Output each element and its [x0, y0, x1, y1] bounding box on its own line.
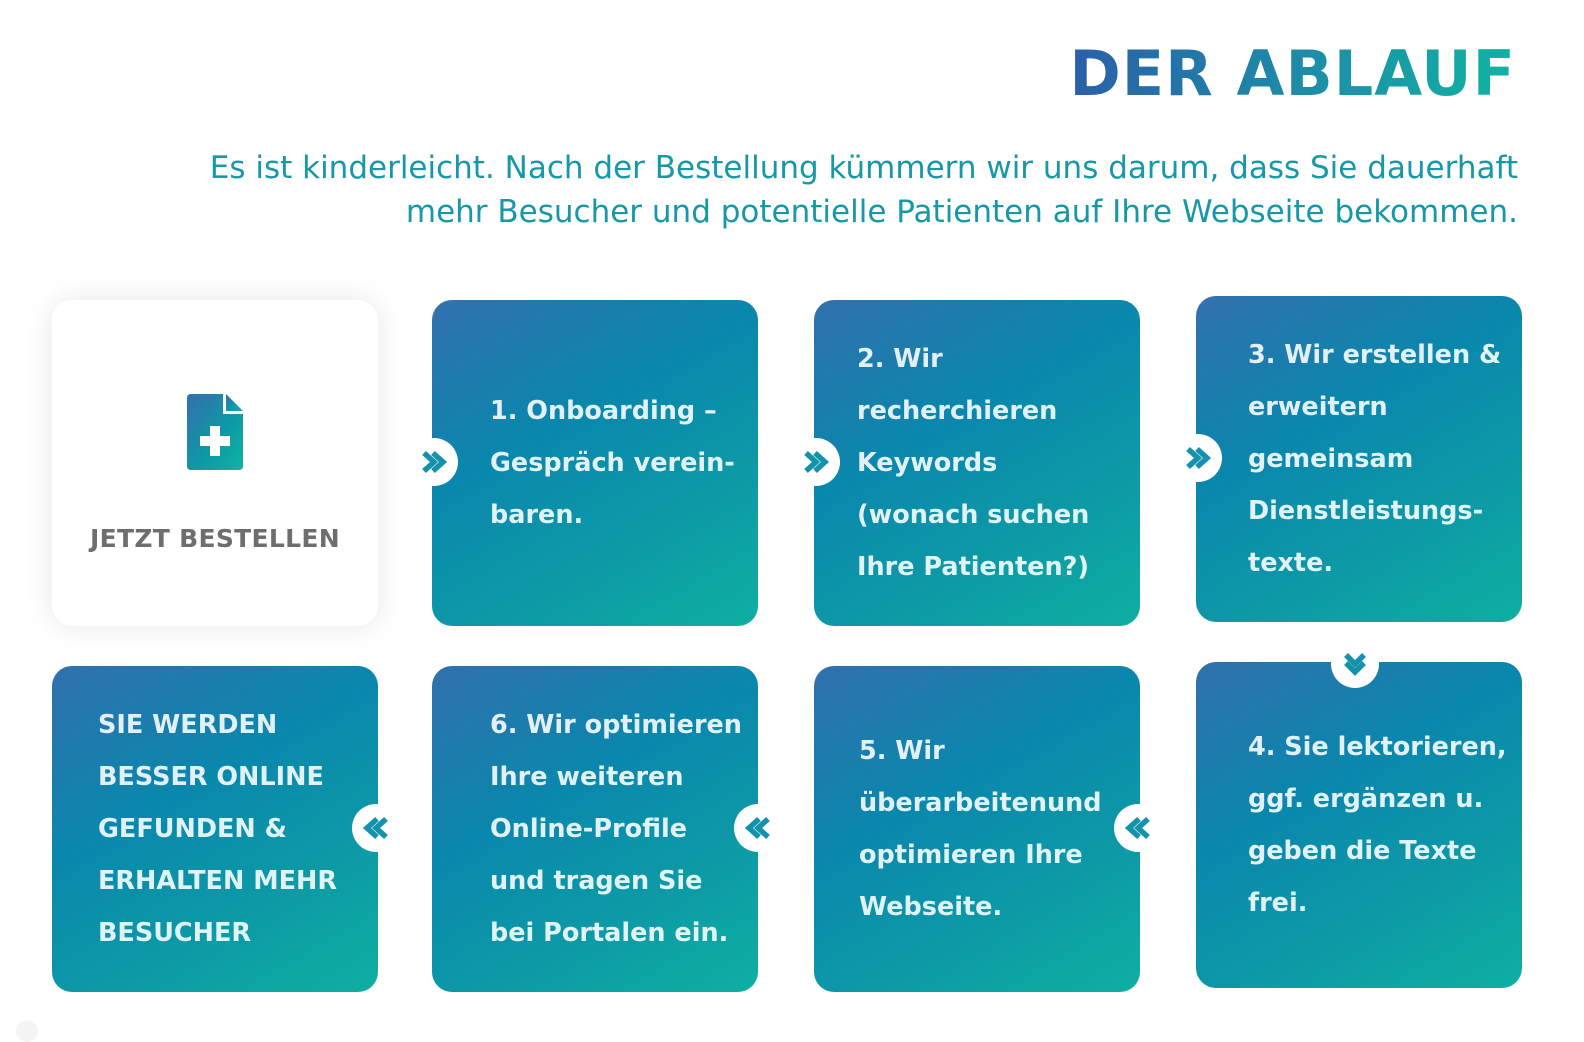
- medical-document-plus-icon: [187, 394, 243, 470]
- step-card-2: [814, 300, 1140, 626]
- step-1-text: 1. Onboarding – Gespräch verein- baren.: [490, 396, 735, 530]
- step-card-1: [432, 300, 758, 626]
- step-card-3: [1196, 296, 1522, 622]
- step-5-text: 5. Wir überarbeitenund optimieren Ihre Webseite.: [859, 736, 1102, 922]
- step-card-5: [814, 666, 1140, 992]
- step-2-text: 2. Wir recherchieren Keywords (wonach suchen Ihre Patienten?): [857, 344, 1090, 582]
- page-subtitle: [18, 146, 1518, 234]
- arrow-left-1: [352, 804, 400, 852]
- arrow-right-1: [410, 438, 458, 486]
- chevron-double-right-icon: [1183, 443, 1213, 473]
- arrow-right-2: [792, 438, 840, 486]
- chevron-down-icon: [1340, 649, 1370, 679]
- order-now-label: JETZT BESTELLEN: [90, 524, 340, 553]
- arrow-right-3: [1174, 434, 1222, 482]
- decorative-dot: [16, 1020, 38, 1042]
- step-card-6: [432, 666, 758, 992]
- chevron-double-right-icon: [801, 447, 831, 477]
- subtitle-line-2: mehr Besucher und potentielle Patienten auf Ihre Webseite bekommen.: [405, 194, 1518, 230]
- chevron-double-left-icon: [361, 813, 391, 843]
- step-3-text: 3. Wir erstellen & erweitern gemeinsam Dienstleistungs- texte.: [1248, 340, 1502, 578]
- chevron-double-left-icon: [743, 813, 773, 843]
- chevron-double-right-icon: [419, 447, 449, 477]
- step-6-text: 6. Wir optimieren Ihre weiteren Online-Profile und tragen Sie bei Portalen ein.: [490, 710, 742, 948]
- result-text: SIE WERDEN BESSER ONLINE GEFUNDEN & ERHALTEN MEHR BESUCHER: [98, 710, 337, 948]
- step-4-text: 4. Sie lektorieren, ggf. ergänzen u. geben die Texte frei.: [1248, 732, 1507, 918]
- arrow-left-2: [734, 804, 782, 852]
- chevron-double-left-icon: [1123, 813, 1153, 843]
- subtitle-line-1: Es ist kinderleicht. Nach der Bestellung kümmern wir uns darum, dass Sie dauerhaft: [209, 150, 1518, 186]
- page-title: DER ABLAUF: [1069, 37, 1516, 110]
- arrow-down: [1331, 640, 1379, 688]
- step-card-4: [1196, 662, 1522, 988]
- order-now-button[interactable]: [52, 300, 378, 626]
- arrow-left-3: [1114, 804, 1162, 852]
- result-card: [52, 666, 378, 992]
